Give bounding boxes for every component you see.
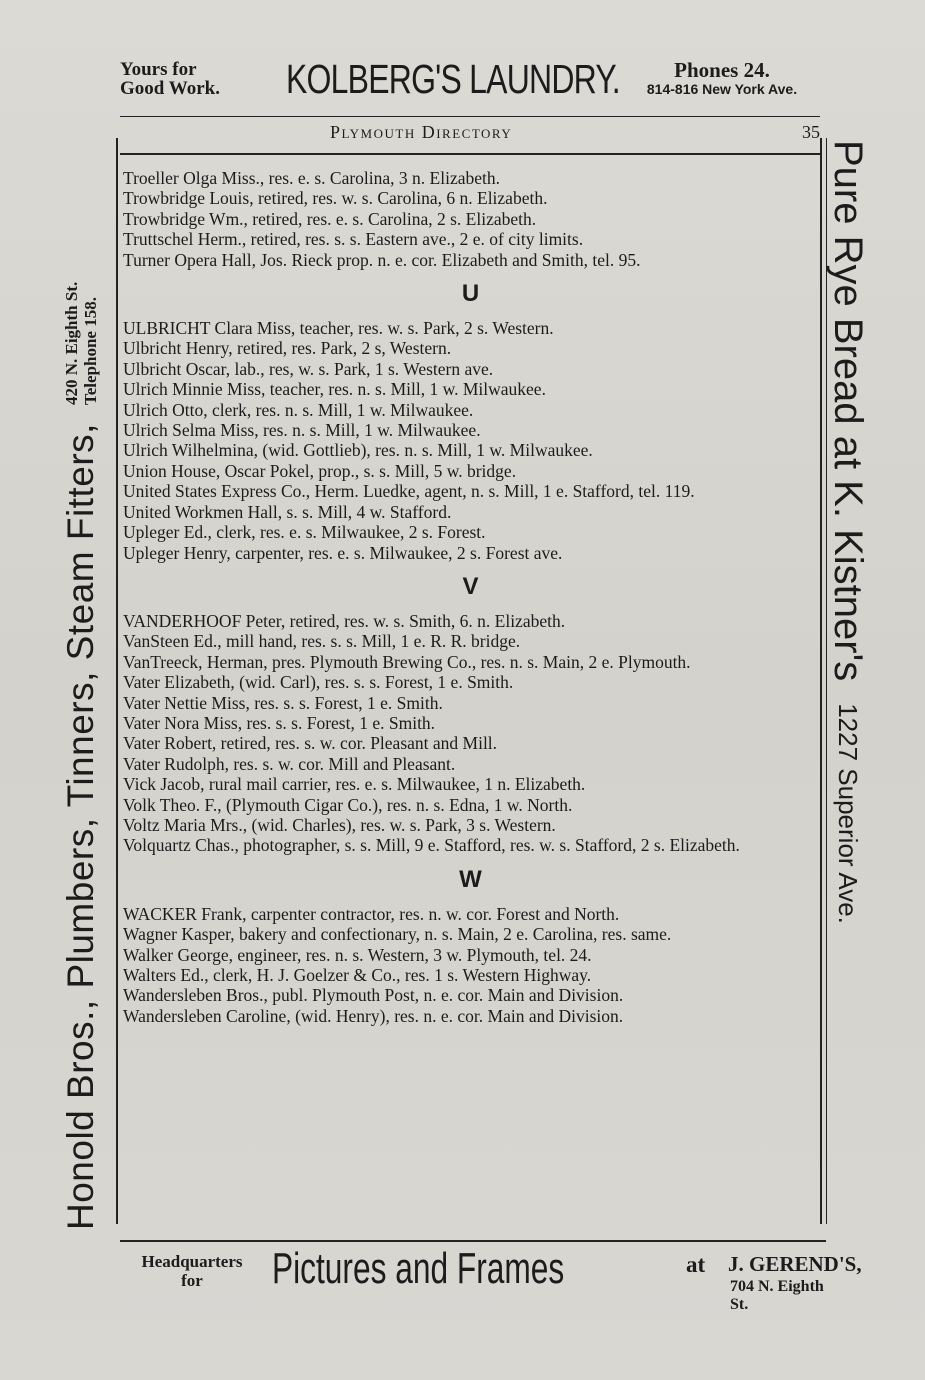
list-item: Vater Nettie Miss, res. s. s. Forest, 1 e. Smith. [123,692,443,713]
header-ad-contact [622,60,822,97]
section-letter-w: W [459,865,482,893]
left-side-ad-main: Honold Bros., Plumbers, Tinners, Steam Fitters, [60,423,101,1230]
footer-ad-at: at [686,1252,706,1277]
list-item: ULBRICHT Clara Miss, teacher, res. w. s. Park, 2 s. Western. [123,318,554,339]
list-item: Troeller Olga Miss., res. e. s. Carolina, 3 n. Elizabeth. [123,168,500,188]
footer-ad-address: 704 N. Eighth St. [730,1278,824,1313]
footer-ad-headquarters [124,1252,260,1290]
list-item: Walker George, engineer, res. n. s. Western, 3 w. Plymouth, tel. 24. [123,944,592,965]
list-item: Trowbridge Louis, retired, res. w. s. Carolina, 6 n. Elizabeth. [123,188,548,209]
header-ad-title: KOLBERG'S LAUNDRY. [286,56,620,102]
header-ad-address: 814-816 New York Ave. [646,81,798,97]
list-item: Trowbridge Wm., retired, res. e. s. Carolina, 2 s. Elizabeth. [123,208,537,229]
list-item: Ulrich Wilhelmina, (wid. Gottlieb), res. n. s. Mill, 1 w. Milwaukee. [123,440,593,461]
header-bottom-rule [120,153,820,155]
directory-listing [123,168,818,1026]
list-item: Wandersleben Bros., publ. Plymouth Post, n. e. cor. Main and Division. [123,985,624,1006]
right-side-ad [825,140,870,924]
list-item: Ulrich Selma Miss, res. n. s. Mill, 1 w. Milwaukee. [123,420,481,441]
list-item: Vater Robert, retired, res. s. w. cor. Pleasant and Mill. [123,733,498,754]
list-item: Turner Opera Hall, Jos. Rieck prop. n. e. cor. Elizabeth and Smith, tel. 95. [123,249,641,270]
list-item: Ulbricht Henry, retired, res. Park, 2 s, Western. [123,338,452,359]
list-item: Vick Jacob, rural mail carrier, res. e. s. Milwaukee, 1 n. Elizabeth. [123,774,586,795]
running-head [120,122,820,152]
left-frame-line [116,138,118,1224]
footer-ad-hq-line1: Headquarters [141,1252,243,1271]
list-item: Truttschel Herm., retired, res. s. s. Eastern ave., 2 e. of city limits. [123,229,584,250]
right-frame-line-inner [820,138,822,1224]
list-item: VanTreeck, Herman, pres. Plymouth Brewing Co., res. n. s. Main, 2 e. Plymouth. [123,651,691,672]
list-item: Walters Ed., clerk, H. J. Goelzer & Co., res. 1 s. Western Highway. [123,965,592,985]
footer-ad-main: Pictures and Frames [272,1244,565,1293]
section-letter-v: V [462,572,479,600]
list-item: Wagner Kasper, bakery and confectionary, n. s. Main, 2 e. Carolina, res. same. [123,924,672,945]
list-item: Vater Elizabeth, (wid. Carl), res. s. s. Forest, 1 e. Smith. [123,672,514,693]
left-side-ad-contact [62,282,100,405]
header-ad-slogan [120,60,220,98]
list-item: United Workmen Hall, s. s. Mill, 4 w. Stafford. [123,501,452,522]
header-ad-phones: Phones 24. [674,58,770,82]
header-ad-slogan-line2: Good Work. [120,78,220,99]
list-item: VANDERHOOF Peter, retired, res. w. s. Smith, 6. n. Elizabeth. [123,610,566,631]
list-item: United States Express Co., Herm. Luedke, agent, n. s. Mill, 1 e. Stafford, tel. 119. [123,481,695,502]
left-side-ad-address: 420 N. Eighth St. [62,281,81,406]
list-item: VanSteen Ed., mill hand, res. s. s. Mill, 1 e. R. R. bridge. [123,631,521,652]
right-side-ad-main: Pure Rye Bread at K. Kistner's [826,140,870,682]
list-item: Voltz Maria Mrs., (wid. Charles), res. w. s. Park, 3 s. Western. [123,814,556,835]
footer-ad-name: J. GEREND'S, [728,1252,862,1276]
header-ad-slogan-line1: Yours for [120,59,197,80]
list-item: Ulrich Otto, clerk, res. n. s. Mill, 1 w. Milwaukee. [123,399,474,420]
list-item: Volk Theo. F., (Plymouth Cigar Co.), res. n. s. Edna, 1 w. North. [123,794,573,815]
section-letter-u: U [461,280,480,308]
left-side-ad [60,282,102,1230]
list-item: WACKER Frank, carpenter contractor, res. n. w. cor. Forest and North. [123,903,620,924]
list-item: Upleger Ed., clerk, res. e. s. Milwaukee, 2 s. Forest. [123,522,486,543]
list-item: Volquartz Chas., photographer, s. s. Mill, 9 e. Stafford, res. w. s. Stafford, 2 s. Elizabeth. [123,835,740,856]
list-item: Vater Rudolph, res. s. w. cor. Mill and Pleasant. [123,753,456,774]
header-top-rule [120,116,820,117]
running-head-title: Plymouth Directory [330,122,513,142]
left-side-ad-telephone: Telephone 158. [81,297,100,406]
footer-ad [124,1244,862,1313]
right-side-ad-address: 1227 Superior Ave. [833,703,863,924]
list-item: Union House, Oscar Pokel, prop., s. s. Mill, 5 w. bridge. [123,460,517,481]
list-item: Ulbricht Oscar, lab., res, w. s. Park, 1 s. Western ave. [123,358,494,379]
list-item: Ulrich Minnie Miss, teacher, res. n. s. Mill, 1 w. Milwaukee. [123,379,546,400]
list-item: Vater Nora Miss, res. s. s. Forest, 1 e. Smith. [123,712,436,733]
page-number: 35 [802,122,820,142]
list-item: Upleger Henry, carpenter, res. e. s. Milwaukee, 2 s. Forest ave. [123,542,563,563]
footer-ad-hq-line2: for [181,1271,203,1290]
footer-top-rule [120,1240,826,1242]
list-item: Wandersleben Caroline, (wid. Henry), res. n. e. cor. Main and Division. [123,1005,624,1026]
